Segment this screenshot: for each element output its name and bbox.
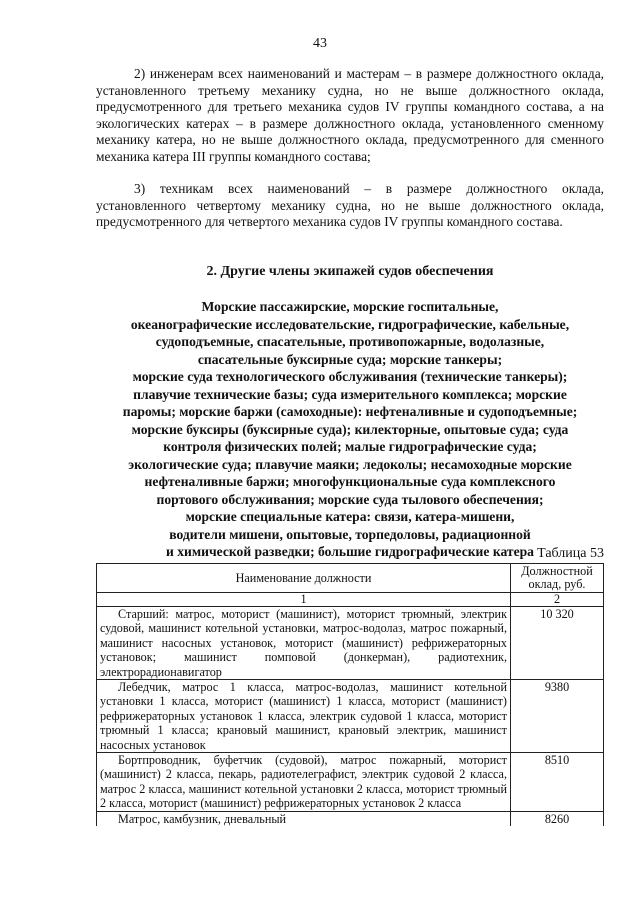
table-row	[97, 680, 604, 753]
heading-line: морские буксиры (буксирные суда); килекторные, опытовые суда; суда	[131, 421, 569, 437]
heading-line: и химической разведки; большие гидрографические катера	[166, 544, 534, 559]
page-number: 43	[313, 36, 327, 51]
position-cell: Матрос, камбузник, дневальный	[97, 811, 511, 826]
heading-line: портового обслуживания; морские суда тылового обеспечения;	[156, 491, 544, 507]
table-header-row	[97, 564, 604, 593]
table-row	[97, 753, 604, 812]
column-number: 2	[511, 593, 604, 607]
section-heading: 2. Другие члены экипажей судов обеспечения	[206, 264, 494, 279]
heading-line: Морские пассажирские, морские госпитальные,	[201, 299, 499, 314]
table-label: Таблица 53	[537, 546, 604, 561]
paragraph-text: 2) инженерам всех наименований и мастерам – в размере должностного оклада, установленного третьему механику судна, но не выше должностного оклада, предусмотренного для третьего механика судов IV группы командного состава, а на экологических катерах – в размере должностного оклада, установленного сменному механику катера, но не выше должностного оклада, предусмотренного для сменного механика катера III группы командного состава;	[96, 66, 604, 164]
heading-line: судоподъемные, спасательные, противопожарные, водолазные,	[155, 334, 545, 349]
paragraph-technicians	[96, 181, 604, 231]
salary-cell: 10 320	[511, 607, 604, 680]
salary-table	[96, 563, 604, 826]
salary-cell: 9380	[511, 680, 604, 753]
heading-line: плавучие технические базы; суда измерительного комплекса; морские	[133, 386, 567, 402]
paragraph-text: 3) техникам всех наименований – в размере должностного оклада, установленного четвертому механику судна, но не выше должностного оклада, предусмотренного для четвертого механика судов IV группы командного состава.	[96, 181, 604, 229]
table-row	[97, 811, 604, 826]
header-salary: Должностной оклад, руб.	[511, 564, 604, 593]
salary-cell: 8260	[511, 811, 604, 826]
heading-line: паромы; морские баржи (самоходные): нефтеналивные и судоподъемные;	[122, 404, 578, 419]
heading-line: водители мишени, опытовые, торпедоловы, радиационной	[169, 526, 531, 542]
heading-line: морские специальные катера: связи, катера-мишени,	[185, 509, 515, 524]
column-number-row	[97, 593, 604, 607]
salary-cell: 8510	[511, 753, 604, 812]
position-cell: Старший: матрос, моторист (машинист), моторист трюмный, электрик судовой, машинист котельной установки, матрос-водолаз, матрос пожарный, машинист насосных установок, моторист (машинист) рефрижераторных установок; машинист помповой (донкерман), радиотехник, электрорадионавигатор	[97, 607, 511, 680]
position-cell: Лебедчик, матрос 1 класса, матрос-водолаз, машинист котельной установки 1 класса, моторист (машинист) 1 класса, моторист (машинист) рефрижераторных установок 1 класса, электрик судовой 1 класса, моторист трюмный 1 класса; крановый машинист, крановый электрик, машинист насосных установок	[97, 680, 511, 753]
table-row	[97, 607, 604, 680]
vessel-types-heading	[96, 298, 604, 561]
header-position-name: Наименование должности	[97, 564, 511, 593]
heading-line: океанографические исследовательские, гидрографические, кабельные,	[130, 316, 570, 332]
position-cell: Бортпроводник, буфетчик (судовой), матрос пожарный, моторист (машинист) 2 класса, пекарь, радиотелеграфист, электрик судовой 2 класса, матрос 2 класса, машинист котельной установки 2 класса, моторист трюмный 2 класса, моторист (машинист) рефрижераторных установок 2 класса	[97, 753, 511, 812]
column-number: 1	[97, 593, 511, 607]
heading-line: морские суда технологического обслуживания (технические танкеры);	[132, 369, 568, 384]
heading-line: контроля физических полей; малые гидрографические суда;	[163, 439, 537, 454]
heading-line: экологические суда; плавучие маяки; ледоколы; несамоходные морские	[128, 456, 572, 472]
paragraph-engineers	[96, 66, 604, 165]
heading-line: нефтеналивные баржи; многофункциональные суда комплексного	[144, 474, 556, 489]
heading-line: спасательные буксирные суда; морские танкеры;	[197, 351, 503, 367]
